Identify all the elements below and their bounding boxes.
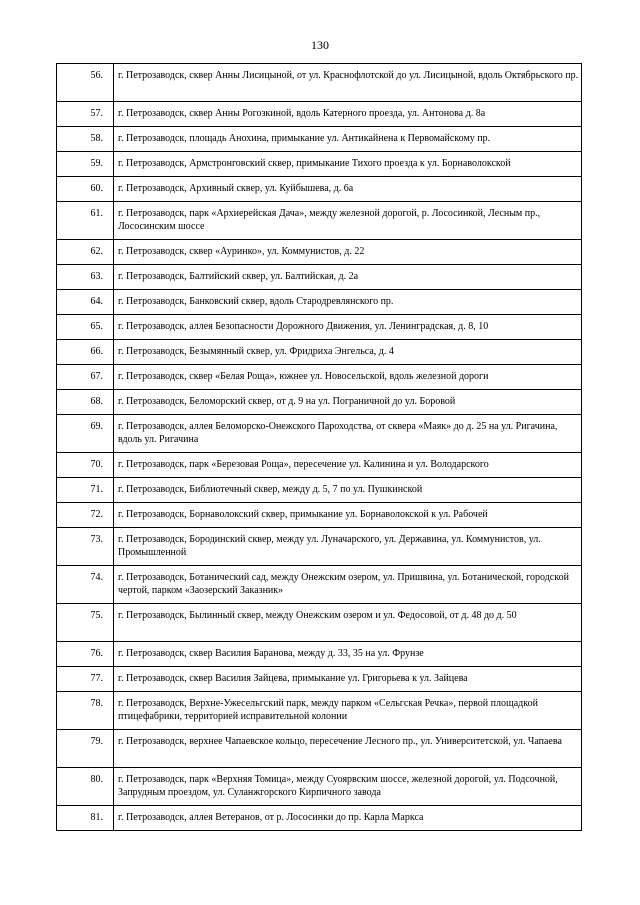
- row-number: 71.: [57, 478, 114, 503]
- row-description: г. Петрозаводск, сквер «Белая Роща», южнее ул. Новосельской, вдоль железной дороги: [114, 365, 582, 390]
- row-number: 76.: [57, 642, 114, 667]
- row-number: 75.: [57, 604, 114, 642]
- row-number: 65.: [57, 315, 114, 340]
- row-number: 60.: [57, 177, 114, 202]
- table-row: [57, 642, 582, 667]
- row-description: г. Петрозаводск, парк «Архиерейская Дача», между железной дорогой, р. Лососинкой, Лесным пр., Лососинским шоссе: [114, 202, 582, 240]
- row-description: г. Петрозаводск, Балтийский сквер, ул. Балтийская, д. 2а: [114, 265, 582, 290]
- row-description: г. Петрозаводск, Архивный сквер, ул. Куйбышева, д. 6а: [114, 177, 582, 202]
- row-description: г. Петрозаводск, Былинный сквер, между Онежским озером и ул. Федосовой, от д. 48 до д. 50: [114, 604, 582, 642]
- table-row: [57, 453, 582, 478]
- row-number: 77.: [57, 667, 114, 692]
- row-description: г. Петрозаводск, Беломорский сквер, от д. 9 на ул. Пограничной до ул. Боровой: [114, 390, 582, 415]
- table-row: [57, 692, 582, 730]
- row-number: 57.: [57, 102, 114, 127]
- table-row: [57, 315, 582, 340]
- table-row: [57, 667, 582, 692]
- page-number: 130: [311, 38, 329, 52]
- row-number: 79.: [57, 730, 114, 768]
- row-number: 74.: [57, 566, 114, 604]
- row-description: г. Петрозаводск, аллея Беломорско-Онежского Пароходства, от сквера «Маяк» до д. 25 на ул. Ригачина, вдоль ул. Ригачина: [114, 415, 582, 453]
- table-row: [57, 265, 582, 290]
- row-number: 80.: [57, 768, 114, 806]
- table-row: [57, 127, 582, 152]
- table-row: [57, 64, 582, 102]
- row-number: 64.: [57, 290, 114, 315]
- row-description: г. Петрозаводск, сквер Анны Рогозкиной, вдоль Катерного проезда, ул. Антонова д. 8а: [114, 102, 582, 127]
- table-row: [57, 503, 582, 528]
- row-description: г. Петрозаводск, парк «Березовая Роща», пересечение ул. Калинина и ул. Володарского: [114, 453, 582, 478]
- row-description: г. Петрозаводск, сквер Василия Баранова, между д. 33, 35 на ул. Фрунзе: [114, 642, 582, 667]
- row-number: 59.: [57, 152, 114, 177]
- table-row: [57, 290, 582, 315]
- table-row: [57, 478, 582, 503]
- table-row: [57, 102, 582, 127]
- row-description: г. Петрозаводск, парк «Верхняя Томица», между Суоярвским шоссе, железной дорогой, ул. Подсочной, Запрудным проездом, ул. Суланжгорского Кирпичного завода: [114, 768, 582, 806]
- table-row: [57, 415, 582, 453]
- table-row: [57, 566, 582, 604]
- row-number: 66.: [57, 340, 114, 365]
- table-row: [57, 340, 582, 365]
- table-row: [57, 730, 582, 768]
- table-row: [57, 528, 582, 566]
- table-row: [57, 177, 582, 202]
- row-description: г. Петрозаводск, аллея Безопасности Дорожного Движения, ул. Ленинградская, д. 8, 10: [114, 315, 582, 340]
- row-description: г. Петрозаводск, Безымянный сквер, ул. Фридриха Энгельса, д. 4: [114, 340, 582, 365]
- row-description: г. Петрозаводск, Борнаволокский сквер, примыкание ул. Борнаволокской к ул. Рабочей: [114, 503, 582, 528]
- row-number: 62.: [57, 240, 114, 265]
- table-row: [57, 604, 582, 642]
- row-number: 58.: [57, 127, 114, 152]
- row-description: г. Петрозаводск, Банковский сквер, вдоль Стародревлянского пр.: [114, 290, 582, 315]
- row-number: 78.: [57, 692, 114, 730]
- row-description: г. Петрозаводск, Ботанический сад, между Онежским озером, ул. Пришвина, ул. Ботанической, городской чертой, парком «Заозерский Заказник»: [114, 566, 582, 604]
- row-number: 81.: [57, 806, 114, 831]
- row-number: 61.: [57, 202, 114, 240]
- table-body: [57, 64, 582, 831]
- row-number: 68.: [57, 390, 114, 415]
- parks-table: [56, 63, 582, 831]
- row-number: 72.: [57, 503, 114, 528]
- row-description: г. Петрозаводск, верхнее Чапаевское кольцо, пересечение Лесного пр., ул. Университетской, ул. Чапаева: [114, 730, 582, 768]
- row-description: г. Петрозаводск, сквер Василия Зайцева, примыкание ул. Григорьева к ул. Зайцева: [114, 667, 582, 692]
- row-number: 70.: [57, 453, 114, 478]
- table-row: [57, 202, 582, 240]
- table-row: [57, 768, 582, 806]
- row-description: г. Петрозаводск, аллея Ветеранов, от р. Лососинки до пр. Карла Маркса: [114, 806, 582, 831]
- table-row: [57, 390, 582, 415]
- table-row: [57, 240, 582, 265]
- row-description: г. Петрозаводск, сквер Анны Лисицыной, от ул. Краснофлотской до ул. Лисицыной, вдоль Октябрьского пр.: [114, 64, 582, 102]
- table-row: [57, 806, 582, 831]
- row-description: г. Петрозаводск, Верхне-Ужесельгский парк, между парком «Сельгская Речка», первой площадкой птицефабрики, территорией исправительной колонии: [114, 692, 582, 730]
- row-description: г. Петрозаводск, Армстронговский сквер, примыкание Тихого проезда к ул. Борнаволокской: [114, 152, 582, 177]
- row-number: 56.: [57, 64, 114, 102]
- row-description: г. Петрозаводск, Библиотечный сквер, между д. 5, 7 по ул. Пушкинской: [114, 478, 582, 503]
- row-description: г. Петрозаводск, площадь Анохина, примыкание ул. Антикайнена к Первомайскому пр.: [114, 127, 582, 152]
- row-number: 69.: [57, 415, 114, 453]
- row-number: 63.: [57, 265, 114, 290]
- row-description: г. Петрозаводск, сквер «Ауринко», ул. Коммунистов, д. 22: [114, 240, 582, 265]
- row-number: 67.: [57, 365, 114, 390]
- row-number: 73.: [57, 528, 114, 566]
- table-row: [57, 152, 582, 177]
- table-row: [57, 365, 582, 390]
- row-description: г. Петрозаводск, Бородинский сквер, между ул. Луначарского, ул. Державина, ул. Коммунистов, ул. Промышленной: [114, 528, 582, 566]
